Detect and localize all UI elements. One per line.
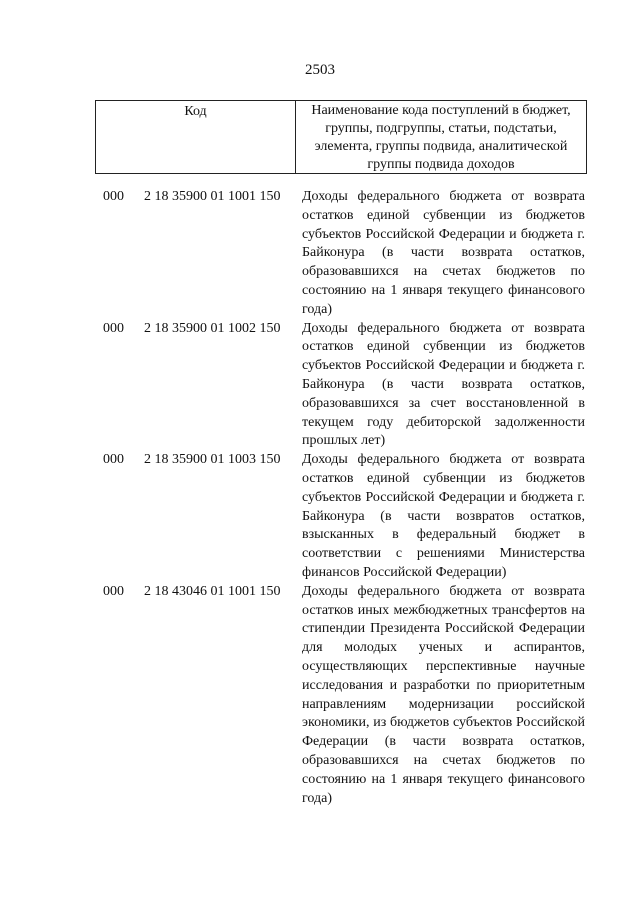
revenue-description: Доходы федерального бюджета от возврата остатков единой субвенции из бюджетов субъектов Российской Федерации и бюджета г. Байконура (в части возвратов остатков, взысканных в федеральный бюджет в соответствии с решениями Министерства финансов Российской Федерации) (302, 452, 585, 580)
table-row (0, 320, 640, 452)
admin-code: 000 (103, 452, 124, 468)
table-body (0, 188, 640, 808)
table-header (95, 100, 587, 174)
table-row (0, 583, 640, 809)
admin-code: 000 (103, 583, 124, 599)
revenue-description: Доходы федерального бюджета от возврата остатков единой субвенции из бюджетов субъектов Российской Федерации и бюджета г. Байконура (в части возврата остатков, образовавшихся за счет восстановленной в текущем году дебиторской задолженности прошлых лет) (302, 320, 585, 449)
table-row (0, 451, 640, 583)
header-name-column: Наименование кода поступлений в бюджет, группы, подгруппы, статьи, подстатьи, элемента, группы подвида, аналитической группы подвида доходов (311, 103, 571, 172)
revenue-code: 2 18 35900 01 1002 150 (144, 320, 281, 336)
header-code-column: Код (96, 101, 296, 173)
revenue-code: 2 18 35900 01 1003 150 (144, 452, 281, 468)
table-row (0, 188, 640, 320)
revenue-code: 2 18 35900 01 1001 150 (144, 189, 281, 204)
admin-code: 000 (103, 189, 124, 204)
page-number: 2503 (305, 62, 335, 78)
admin-code: 000 (103, 320, 124, 336)
revenue-description: Доходы федерального бюджета от возврата остатков единой субвенции из бюджетов субъектов Российской Федерации и бюджета г. Байконура (в части возврата остатков, образовавшихся на счетах бюджетов по состоянию на 1 января текущего финансового года) (302, 189, 585, 317)
revenue-description: Доходы федерального бюджета от возврата остатков иных межбюджетных трансфертов на стипендии Президента Российской Федерации для молодых ученых и аспирантов, осуществляющих перспективные научные исследования и разработки по приоритетным направлениям модернизации российской экономики, из бюджетов субъектов Российской Федерации (в части возврата остатков, образовавшихся на счетах бюджетов по состоянию на 1 января текущего финансового года) (302, 583, 585, 806)
revenue-code: 2 18 43046 01 1001 150 (144, 583, 281, 599)
